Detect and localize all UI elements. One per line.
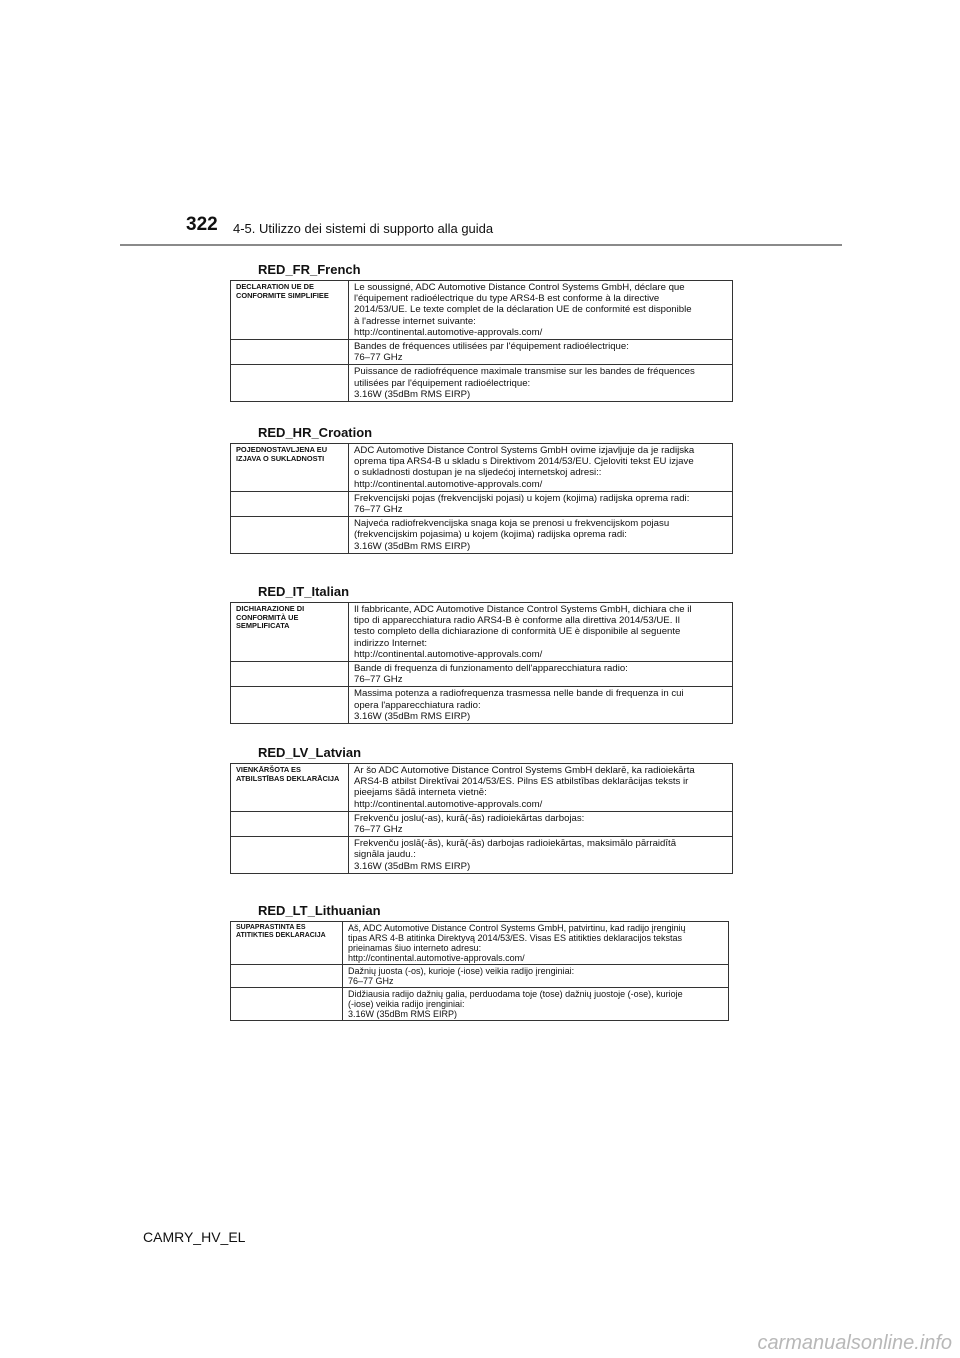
frequency-bands-cell xyxy=(349,811,733,836)
section-title: RED_LV_Latvian xyxy=(258,745,362,760)
text-line: (frekvencijskim pojasima) u kojem (kojima) radijska oprema radi: xyxy=(354,529,627,541)
text-line: http://continental.automotive-approvals.com/ xyxy=(348,953,525,963)
text-line: Puissance de radiofréquence maximale transmise sur les bandes de fréquences xyxy=(354,366,695,378)
declaration-table xyxy=(230,763,733,874)
empty-label-cell xyxy=(231,811,349,836)
section-title: RED_FR_French xyxy=(258,262,361,277)
max-power-cell xyxy=(349,517,733,554)
text-line: tipo di apparecchiatura radio ARS4-B è conforme alla direttiva 2014/53/UE. Il xyxy=(354,615,680,627)
table-row xyxy=(231,837,733,874)
max-power-cell xyxy=(349,837,733,874)
empty-label-cell xyxy=(231,662,349,687)
max-power-cell xyxy=(349,365,733,402)
section-title: RED_HR_Croation xyxy=(258,425,373,440)
frequency-bands-cell xyxy=(349,662,733,687)
table-row xyxy=(231,988,729,1021)
declaration-text xyxy=(343,922,729,965)
text-line: 3.16W (35dBm RMS EIRP) xyxy=(354,388,471,400)
text-line: utilisées par l'équipement radioélectrique: xyxy=(354,377,531,389)
table-row xyxy=(231,340,733,365)
page-number: 322 xyxy=(186,214,218,235)
declaration-table xyxy=(230,443,733,554)
declaration-label: DECLARATION UE DE CONFORMITE SIMPLIFIEE xyxy=(231,281,349,340)
text-line: Dažnių juosta (-os), kurioje (-iose) veikia radijo įrenginiai: xyxy=(348,966,575,976)
declaration-text xyxy=(349,281,733,340)
table-row xyxy=(231,922,729,965)
watermark: carmanualsonline.info xyxy=(757,1332,952,1354)
text-line: 76–77 GHz xyxy=(354,674,403,686)
text-line: 76–77 GHz xyxy=(354,824,403,836)
text-line: opera l'apparecchiatura radio: xyxy=(354,699,481,711)
text-line: (-iose) veikia radijo įrenginiai: xyxy=(348,999,465,1009)
text-line: Le soussigné, ADC Automotive Distance Control Systems GmbH, déclare que xyxy=(354,282,685,293)
text-line: 3.16W (35dBm RMS EIRP) xyxy=(354,860,471,872)
text-line: Aš, ADC Automotive Distance Control Systems GmbH, patvirtinu, kad radijo įrenginių xyxy=(348,923,686,933)
max-power-cell xyxy=(343,988,729,1021)
text-line: 3.16W (35dBm RMS EIRP) xyxy=(348,1009,458,1019)
text-line: Didžiausia radijo dažnių galia, perduodama toje (tose) dažnių juostoje (-ose), kurioje xyxy=(348,989,683,999)
declaration-section-lv xyxy=(230,745,733,874)
table-row xyxy=(231,603,733,662)
table-row xyxy=(231,811,733,836)
max-power-cell xyxy=(349,687,733,724)
document-model-code: CAMRY_HV_EL xyxy=(143,1229,246,1245)
text-line: 3.16W (35dBm RMS EIRP) xyxy=(354,710,471,722)
text-line: 76–77 GHz xyxy=(348,976,394,986)
text-line: Ar šo ADC Automotive Distance Control Systems GmbH deklarē, ka radioiekārta xyxy=(354,765,695,776)
table-row xyxy=(231,687,733,724)
table-row xyxy=(231,491,733,516)
declaration-table xyxy=(230,602,733,724)
declaration-section-fr xyxy=(230,262,733,402)
text-line: Frekvenču joslā(-ās), kurā(-ās) darbojas radioiekārtas, maksimālo pārraidītā xyxy=(354,838,677,850)
chapter-title: 4-5. Utilizzo dei sistemi di supporto alla guida xyxy=(233,221,494,236)
text-line: oprema tipa ARS4-B u skladu s Direktivom 2014/53/EU. Cjeloviti tekst EU izjave xyxy=(354,456,694,468)
section-title: RED_LT_Lithuanian xyxy=(258,903,381,918)
table-row xyxy=(231,365,733,402)
declaration-text xyxy=(349,764,733,812)
declaration-table xyxy=(230,921,729,1021)
table-row xyxy=(231,281,733,340)
text-line: 3.16W (35dBm RMS EIRP) xyxy=(354,540,471,552)
text-line: Frekvencijski pojas (frekvencijski pojasi) u kojem (kojima) radijska oprema radi: xyxy=(354,492,690,504)
text-line: o sukladnosti dostupan je na sljedećoj internetskoj adresi:: xyxy=(354,467,602,479)
section-title: RED_IT_Italian xyxy=(258,584,350,599)
text-line: indirizzo Internet: xyxy=(354,637,428,649)
text-line: testo completo della dichiarazione di conformità UE è disponibile al seguente xyxy=(354,626,681,638)
declaration-section-lt xyxy=(230,903,729,1021)
empty-label-cell xyxy=(231,988,343,1021)
text-line: signāla jaudu.: xyxy=(354,849,416,861)
text-line: http://continental.automotive-approvals.com/ xyxy=(354,648,543,660)
empty-label-cell xyxy=(231,491,349,516)
text-line: prieinamas šiuo interneto adresu: xyxy=(348,943,482,953)
text-line: 76–77 GHz xyxy=(354,504,403,516)
text-line: 2014/53/UE. Le texte complet de la déclaration UE de conformité est disponible xyxy=(354,304,692,316)
text-line: Il fabbricante, ADC Automotive Distance Control Systems GmbH, dichiara che il xyxy=(354,604,692,615)
text-line: http://continental.automotive-approvals.com/ xyxy=(354,798,543,810)
text-line: Bande di frequenza di funzionamento dell'apparecchiatura radio: xyxy=(354,663,628,675)
text-line: à l'adresse internet suivante: xyxy=(354,315,476,327)
declaration-section-hr xyxy=(230,425,733,554)
header-divider xyxy=(120,244,842,246)
empty-label-cell xyxy=(231,837,349,874)
text-line: ADC Automotive Distance Control Systems GmbH ovime izjavljuje da je radijska xyxy=(354,445,695,456)
declaration-section-it xyxy=(230,584,733,724)
text-line: Massima potenza a radiofrequenza trasmessa nelle bande di frequenza in cui xyxy=(354,688,684,700)
frequency-bands-cell xyxy=(349,491,733,516)
declaration-label: VIENKĀRŠOTA ES ATBILSTĪBAS DEKLARĀCIJA xyxy=(231,764,349,812)
empty-label-cell xyxy=(231,687,349,724)
table-row xyxy=(231,764,733,812)
declaration-text xyxy=(349,444,733,492)
declaration-label: POJEDNOSTAVLJENA EU IZJAVA O SUKLADNOSTI xyxy=(231,444,349,492)
declaration-text xyxy=(349,603,733,662)
text-line: Najveća radiofrekvencijska snaga koja se prenosi u frekvencijskom pojasu xyxy=(354,518,670,530)
text-line: Frekvenču joslu(-as), kurā(-ās) radioiekārtas darbojas: xyxy=(354,812,585,824)
table-row xyxy=(231,662,733,687)
frequency-bands-cell xyxy=(343,965,729,988)
declaration-table xyxy=(230,280,733,402)
declaration-label: SUPAPRASTINTA ES ATITIKTIES DEKLARACIJA xyxy=(231,922,343,965)
empty-label-cell xyxy=(231,340,349,365)
frequency-bands-cell xyxy=(349,340,733,365)
empty-label-cell xyxy=(231,517,349,554)
table-row xyxy=(231,517,733,554)
empty-label-cell xyxy=(231,965,343,988)
text-line: http://continental.automotive-approvals.com/ xyxy=(354,326,543,338)
text-line: 76–77 GHz xyxy=(354,352,403,364)
table-row xyxy=(231,965,729,988)
text-line: http://continental.automotive-approvals.com/ xyxy=(354,478,543,490)
text-line: pieejams šādā interneta vietnē: xyxy=(354,787,487,799)
text-line: tipas ARS 4-B atitinka Direktyvą 2014/53/ES. Visas ES atitikties deklaracijos tekstas xyxy=(348,933,682,943)
text-line: Bandes de fréquences utilisées par l'équipement radioélectrique: xyxy=(354,341,629,353)
text-line: ARS4-B atbilst Direktīvai 2014/53/ES. Pilns ES atbilstības deklarācijas teksts ir xyxy=(354,776,689,788)
table-row xyxy=(231,444,733,492)
text-line: l'équipement radioélectrique du type ARS4-B est conforme à la directive xyxy=(354,293,660,305)
declaration-label: DICHIARAZIONE DI CONFORMITÀ UE SEMPLIFICATA xyxy=(231,603,349,662)
empty-label-cell xyxy=(231,365,349,402)
